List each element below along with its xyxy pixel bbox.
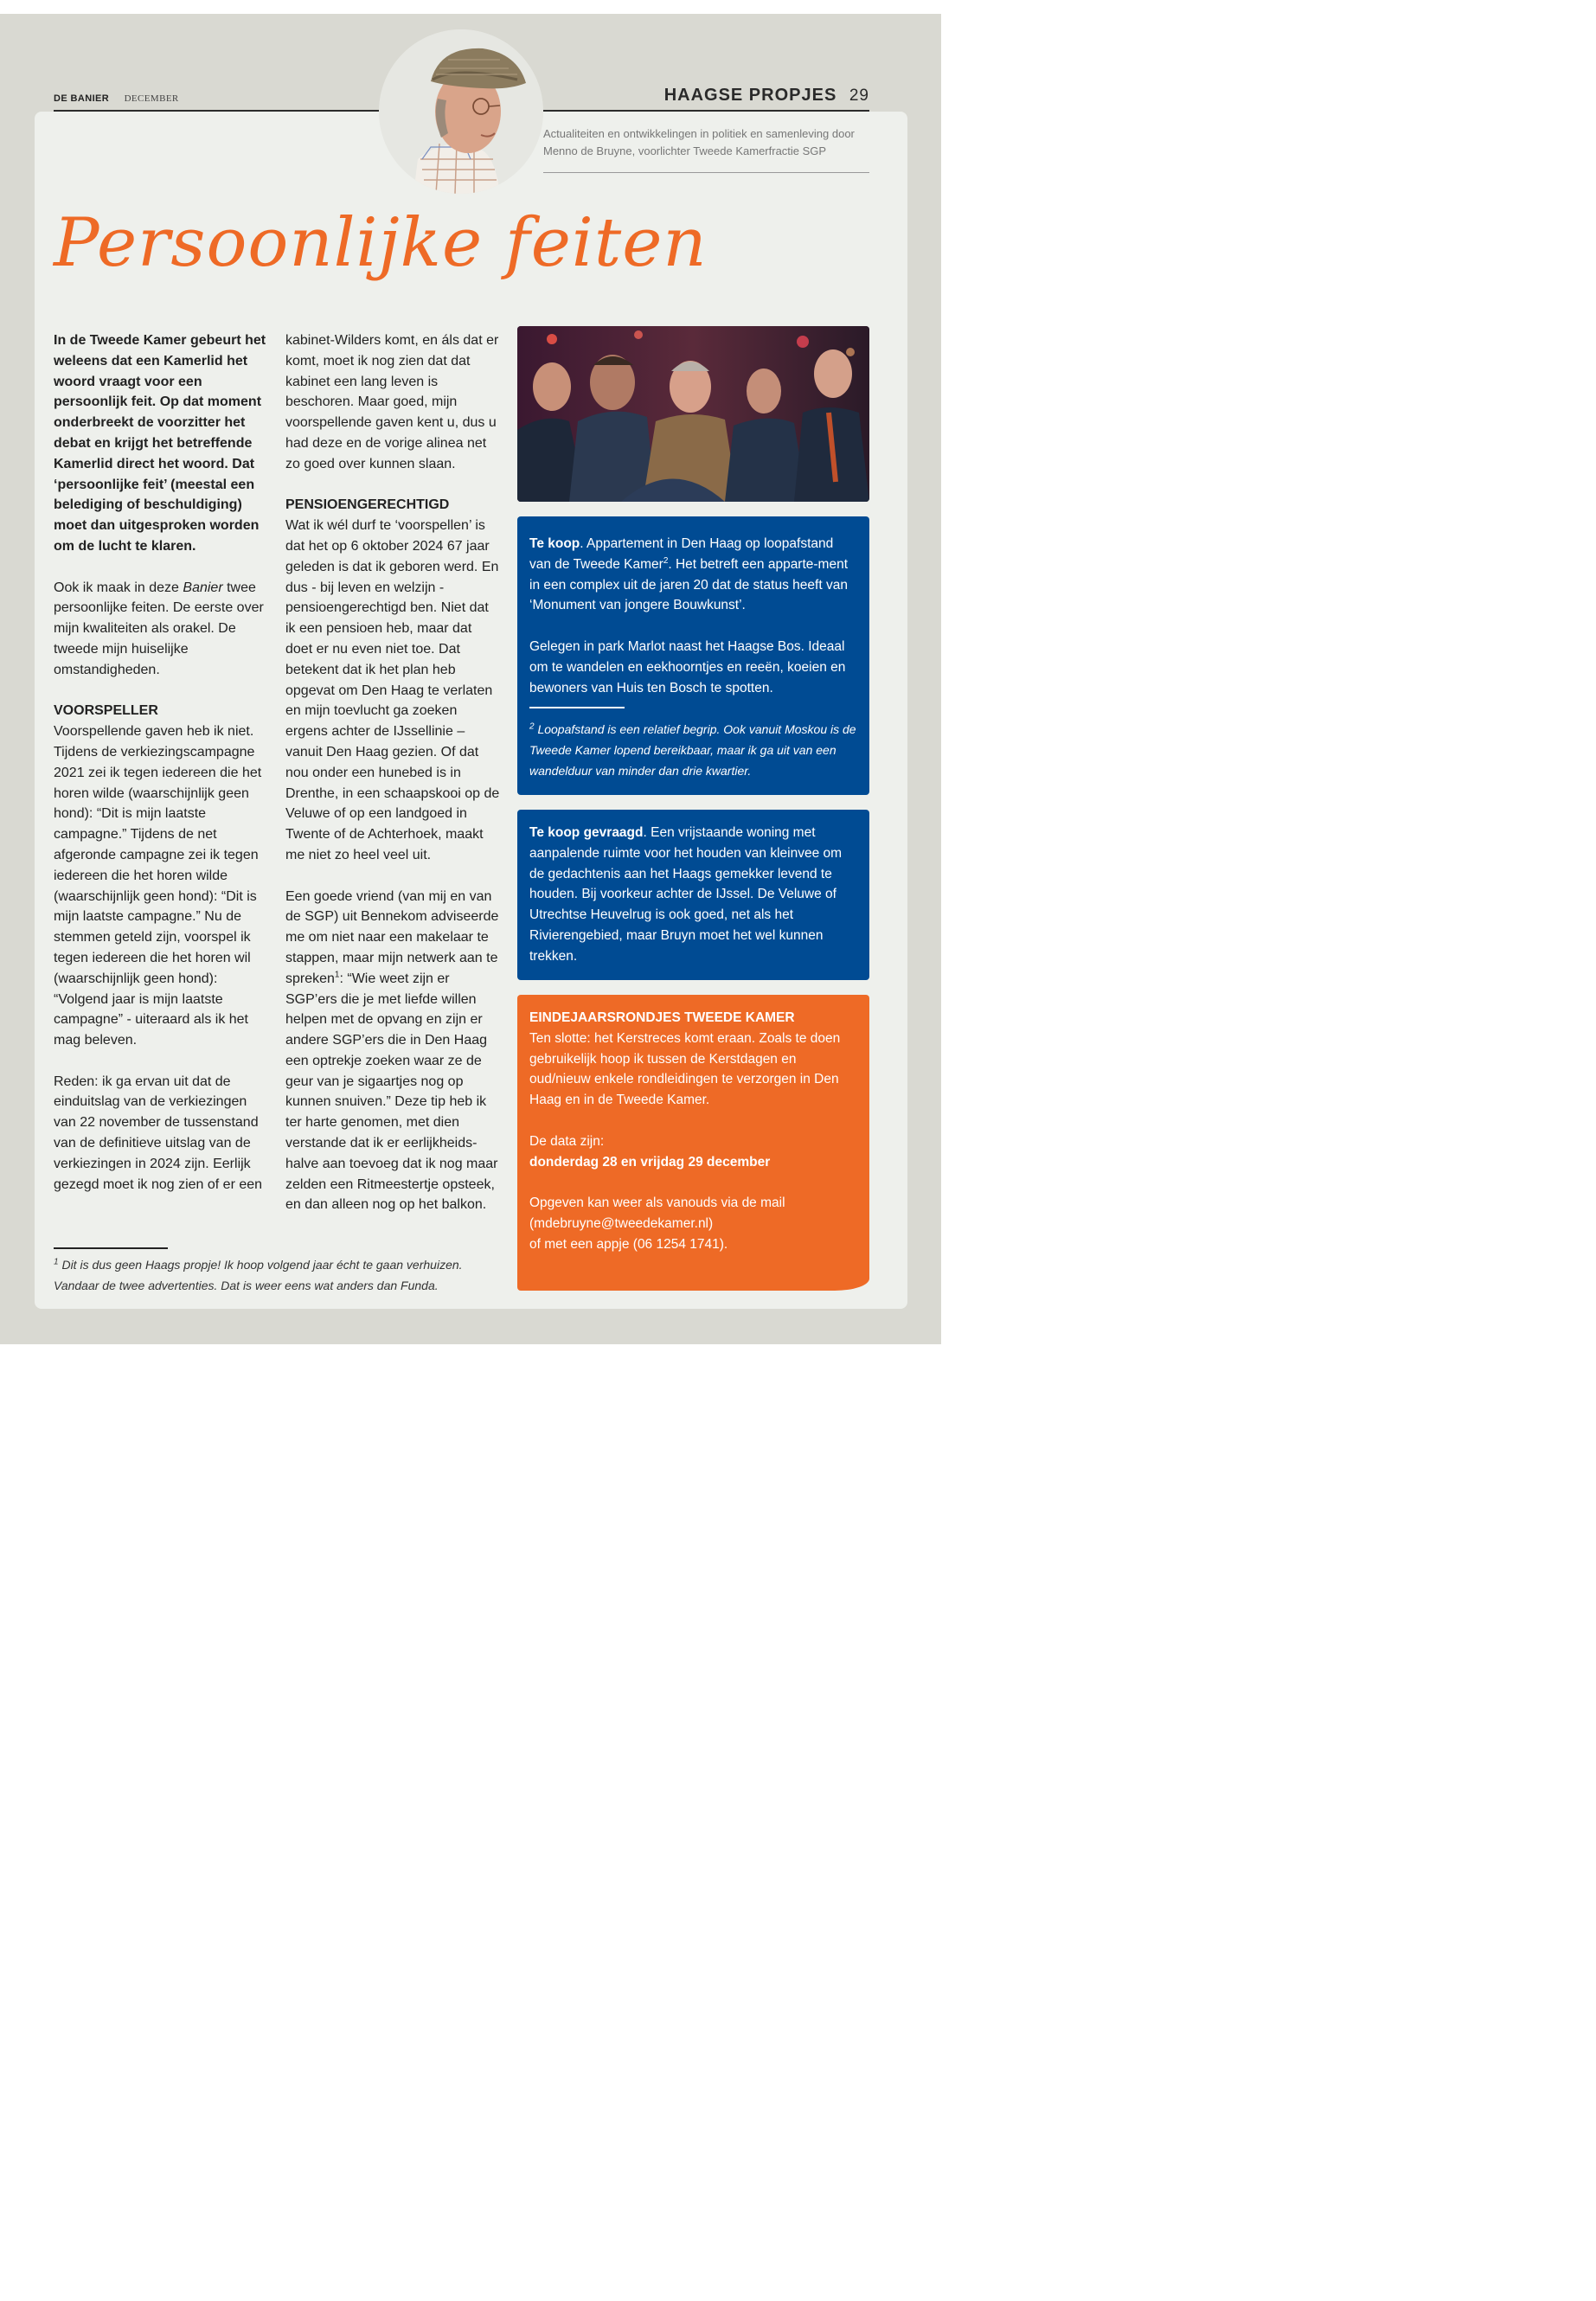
advert-for-sale-text: Te koop. Appartement in Den Haag op loopafstand van de Tweede Kamer$^2$. Het betreft een apparte-ment in een complex uit de jaren 20 dat de status heeft van ‘Monument van jongere Bouwkunst’. [529,536,849,613]
advert-wanted-label: Te koop gevraagd [529,825,644,840]
article-column-2 [285,330,502,1215]
subheading-pensioengerechtigd: PENSIOENGERECHTIGD [285,497,450,513]
column-intro: Actualiteiten en ontwikkelingen in politiek en samenleving door Menno de Bruyne, voorlichter Tweede Kamerfractie SGP [543,127,855,157]
article-paragraph: Voorspellende gaven heb ik niet. Tijdens de verkiezingscampagne 2021 zei ik tegen iedereen die het horen wilde (waarschijnlijk geen hond): “Dit is mijn laatste campagne.” Tijdens de net afgeronde campagne zei ik tegen iedereen die het horen wilde (waarschijnlijk geen hond): “Dit is mijn laatste campagne.” Nu de stemmen geteld zijn, voorspel ik tegen iedereen die het horen wil (waarschijnlijk geen hond): “Volgend jaar is mijn laatste campagne” - uiteraard als ik het mag beleven. [54,724,262,1048]
intro-rule [543,172,869,173]
advert-footnote: $^2$ Loopafstand is een relatief begrip. Ook vanuit Moskou is de Tweede Kamer lopend bereikbaar, maar ik ga uit van een wandelduur van minder dan drie kwartier. [529,721,856,779]
event-photo-illustration [517,326,869,502]
footnote: $^1$ Dit is dus geen Haags propje! Ik hoop volgend jaar écht te gaan verhuizen. Vandaar de twee advertenties. Dat is weer eens wat anders dan Funda. [54,1257,463,1292]
magazine-title-italic: Banier [183,580,223,595]
year-end-tours-heading: EINDEJAARSRONDJES TWEEDE KAMER [529,1010,795,1025]
magazine-name: DE BANIER [54,93,110,104]
article-paragraph: Wat ik wél durf te ‘voorspellen’ is dat het op 6 oktober 2024 67 jaar geleden is dat ik geboren werd. En dus - bij leven en welzijn - pensioengerechtigd ben. Niet dat ik een pensioen heb, maar dat doet er nu even niet toe. Dat betekent dat ik het plan heb opgevat om Den Haag te verlaten en mijn toevlucht ga zoeken ergens achter de IJssellinie – vanuit Den Haag gezien. Of dat nou onder een hunebed is in Drenthe, in een schaapskooi op de Veluwe of op een landgoed in Twente of de Achterhoek, maakt me niet zo heel veel uit. [285,518,500,862]
running-header-right [664,86,869,106]
event-photo [517,326,869,502]
advert-wanted-text: Te koop gevraagd. Een vrijstaande woning met aanpalende ruimte voor het houden van kleinvee om de gedachtenis aan het Haags gemekker levend te houden. Bij voorkeur achter de IJssel. De Veluwe of Utrechtse Heuvelrug is ook goed, net als het Rivierengebied, maar Bruyn moet het wel kunnen trekken. [529,825,843,964]
article-paragraph: Een goede vriend (van mij en van de SGP) uit Bennekom adviseerde me om niet naar een makelaar te stappen, maar mijn netwerk aan te spreken$^1$: “Wie weet zijn er SGP’ers die je met liefde willen helpen met de opvang en zijn er andere SGP’ers die in Den Haag een optrekje zoeken waar ze de geur van je sigaartjes nog op kunnen snuiven.” Deze tip heb ik ter harte genomen, met dien verstande dat ik er eerlijkheids-halve aan toevoeg dat ik nog maar zelden een Ritmeestertje opsteek, en dan alleen nog op het balkon. [285,888,499,1213]
header-rule-right [543,110,869,112]
footnote-marker: 1 [334,970,340,980]
author-portrait-illustration [379,29,543,194]
advert-for-sale-label: Te koop [529,536,580,551]
article-headline: Persoonlijke feiten [54,204,708,282]
dates-label: De data zijn: [529,1133,605,1149]
article-paragraph: Ook ik maak in deze Banier twee persoonlijke feiten. De eerste over mijn kwaliteiten als orakel. De tweede mijn huiselijke omstandigheden. [54,580,264,677]
article-column-1 [54,330,270,1195]
signup-text: Opgeven kan weer als vanouds via de mail [529,1195,785,1211]
advert-footnote-rule [529,707,625,708]
advert-for-sale-location: Gelegen in park Marlot naast het Haagse Bos. Ideaal om te wandelen en eekhoorntjes en reeën, koeien en bewoners van Huis ten Bosch te spotten. [529,638,846,695]
subheading-voorspeller: VOORSPELLER [54,703,158,719]
header-rule-left [54,110,380,112]
article-paragraph: kabinet-Wilders komt, en áls dat er komt, moet ik nog zien dat dat kabinet een lang leven is beschoren. Maar goed, mijn voorspellende gaven kent u, dus u had deze en de vorige alinea net zo goed over kunnen slaan. [285,333,499,471]
article-lead: In de Tweede Kamer gebeurt het weleens dat een Kamerlid het woord vraagt voor een persoonlijk feit. Op dat moment onderbreekt de voorzitter het debat en krijgt het betreffende Kamerlid direct het woord. Dat ‘persoonlijke feit’ (meestal een belediging of beschuldiging) moet dan uitgesproken worden om de lucht te klaren. [54,333,266,554]
tour-dates: donderdag 28 en vrijdag 29 december [529,1154,771,1170]
signup-phone: of met een appje (06 1254 1741). [529,1236,728,1252]
advert-for-sale [517,516,869,795]
year-end-tours-text: Ten slotte: het Kerstreces komt eraan. Zoals te doen gebruikelijk hoop ik tussen de Kerstdagen en oud/nieuw enkele rondleidingen te verzorgen in Den Haag en in de Tweede Kamer. [529,1030,841,1108]
footnote-rule [54,1247,168,1249]
signup-email: (mdebruyne@tweedekamer.nl) [529,1215,714,1231]
page-number: 29 [849,87,869,105]
year-end-tours-box [517,995,869,1291]
issue-month: DECEMBER [124,93,179,104]
section-title: HAAGSE PROPJES [663,86,837,105]
author-portrait [379,29,543,194]
running-header-left [54,93,179,104]
article-paragraph: Reden: ik ga ervan uit dat de einduitslag van de verkiezingen van 22 november de tussenstand van de definitieve uitslag van de verkiezingen in 2024 zijn. Eerlijk gezegd moet ik nog zien of er een [54,1074,263,1192]
advert-wanted [517,810,869,980]
